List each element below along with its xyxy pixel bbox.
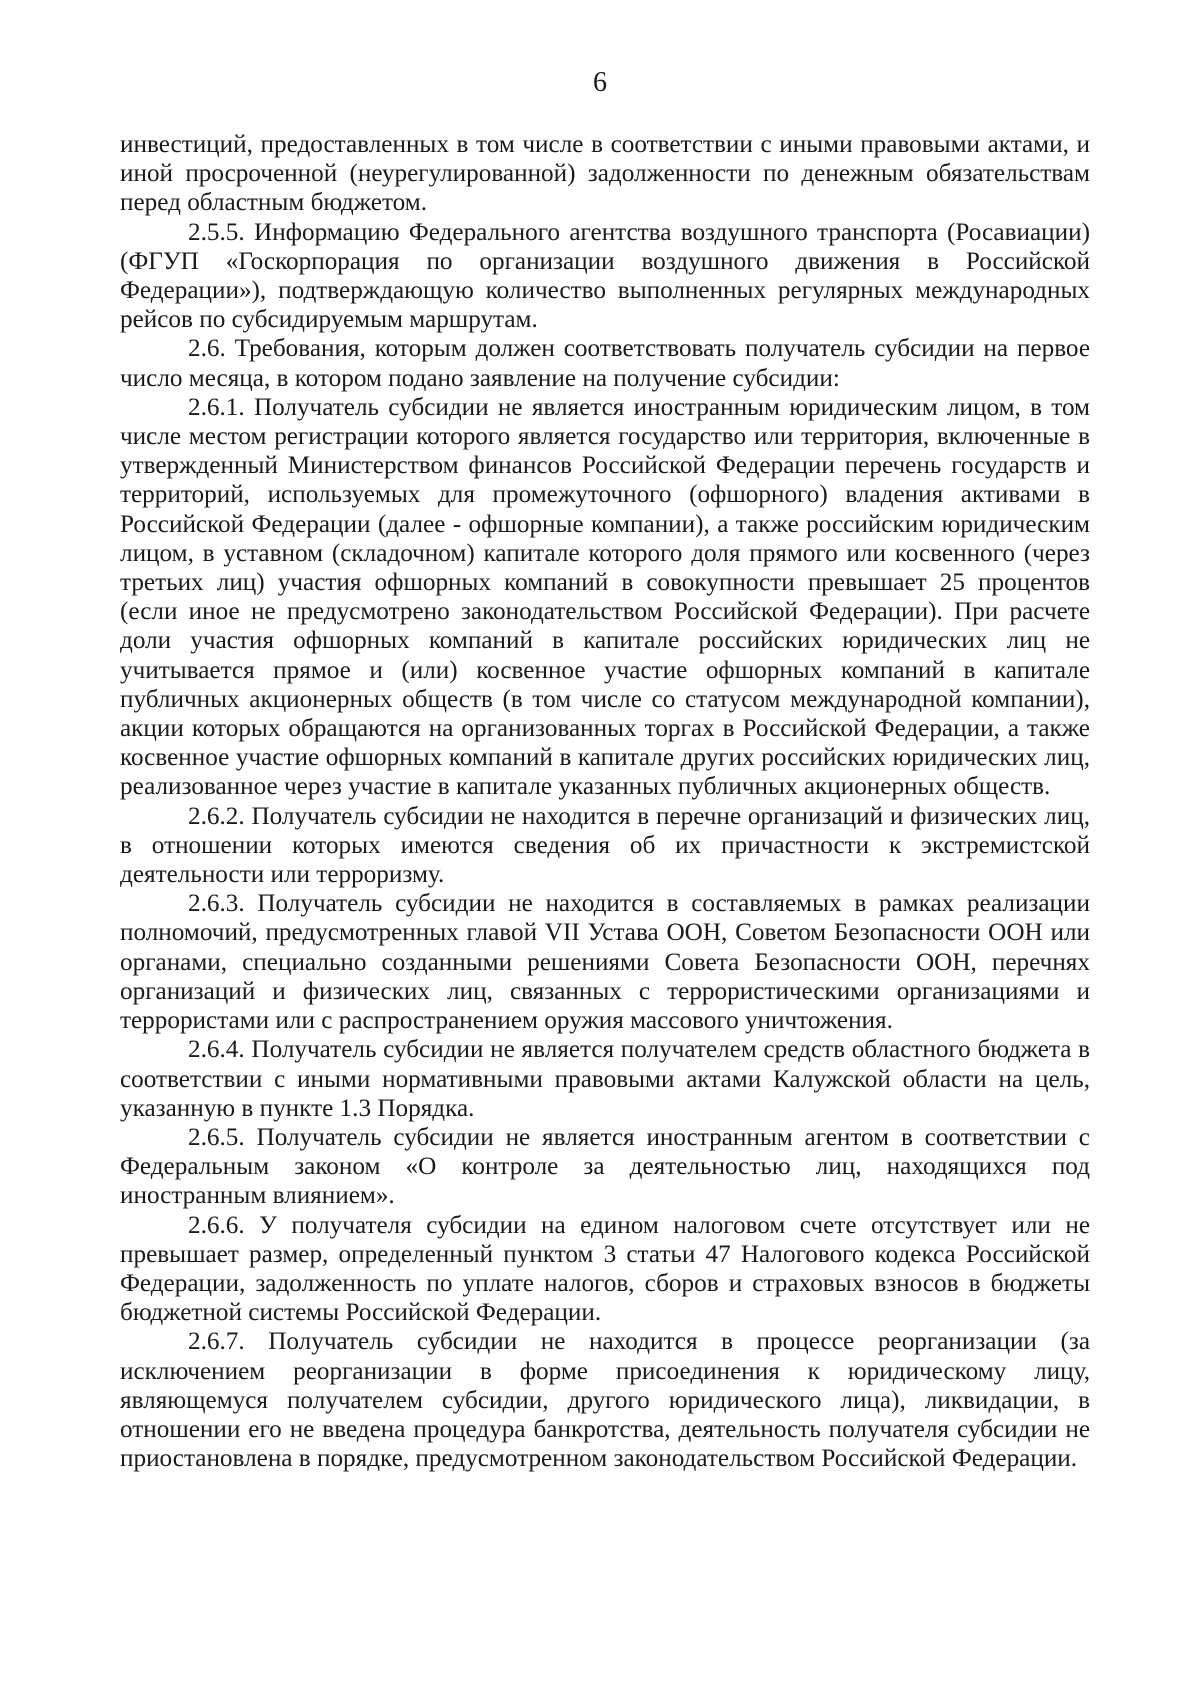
paragraph-continuation: инвестиций, предоставленных в том числе в соответствии с иными правовыми актами, и иной просроченной (неурегулированной) задолженности по денежным обязательствам перед областным бюджетом. [120,131,1090,217]
paragraph-2-5-5: 2.5.5. Информацию Федерального агентства воздушного транспорта (Росавиации) (ФГУП «Госкорпорация по организации воздушного движения в Российской Федерации»), подтверждающую количество выполненных регулярных международных рейсов по субсидируемым маршрутам. [120,218,1090,334]
paragraph-2-6-4: 2.6.4. Получатель субсидии не является получателем средств областного бюджета в соответствии с иными нормативными правовыми актами Калужской области на цель, указанную в пункте 1.3 Порядка. [120,1036,1090,1122]
paragraph-2-6-2: 2.6.2. Получатель субсидии не находится в перечне организаций и физических лиц, в отношении которых имеются сведения об их причастности к экстремистской деятельности или терроризму. [120,802,1090,889]
paragraph-2-6: 2.6. Требования, которым должен соответствовать получатель субсидии на первое число месяца, в котором подано заявление на получение субсидии: [120,335,1090,392]
paragraph-2-6-3: 2.6.3. Получатель субсидии не находится в составляемых в рамках реализации полномочий, предусмотренных главой VII Устава ООН, Советом Безопасности ООН или органами, специально созданными решениями Совета Безопасности ООН, перечнях организаций и физических лиц, связанных с террористическими организациями и террористами или с распространением оружия массового уничтожения. [120,890,1090,1035]
paragraph-2-6-7: 2.6.7. Получатель субсидии не находится в процессе реорганизации (за исключением реорганизации в форме присоединения к юридическому лицу, являющемуся получателем субсидии, другого юридического лица), ликвидации, в отношении его не введена процедура банкротства, деятельность получателя субсидии не приостановлена в порядке, предусмотренном законодательством Российской Федерации. [120,1328,1090,1473]
document-body [120,130,1090,1473]
page-number: 6 [593,67,607,98]
paragraph-2-6-5: 2.6.5. Получатель субсидии не является иностранным агентом в соответствии с Федеральным законом «О контроле за деятельностью лиц, находящихся под иностранным влиянием». [120,1123,1090,1210]
paragraph-2-6-1: 2.6.1. Получатель субсидии не является иностранным юридическим лицом, в том числе местом регистрации которого является государство или территория, включенные в утвержденный Министерством финансов Российской Федерации перечень государств и территорий, используемых для промежуточного (офшорного) владения активами в Российской Федерации (далее - офшорные компании), а также российским юридическим лицом, в уставном (складочном) капитале которого доля прямого или косвенного (через третьих лиц) участия офшорных компаний в совокупности превышает 25 процентов (если иное не предусмотрено законодательством Российской Федерации). При расчете доли участия офшорных компаний в капитале российских юридических лиц не учитывается прямое и (или) косвенное участие офшорных компаний в капитале публичных акционерных обществ (в том числе со статусом международной компании), акции которых обращаются на организованных торгах в Российской Федерации, а также косвенное участие офшорных компаний в капитале других российских юридических лиц, реализованное через участие в капитале указанных публичных акционерных обществ. [120,393,1090,801]
paragraph-2-6-6: 2.6.6. У получателя субсидии на едином налоговом счете отсутствует или не превышает размер, определенный пунктом 3 статьи 47 Налогового кодекса Российской Федерации, задолженность по уплате налогов, сборов и страховых взносов в бюджеты бюджетной системы Российской Федерации. [120,1211,1090,1327]
